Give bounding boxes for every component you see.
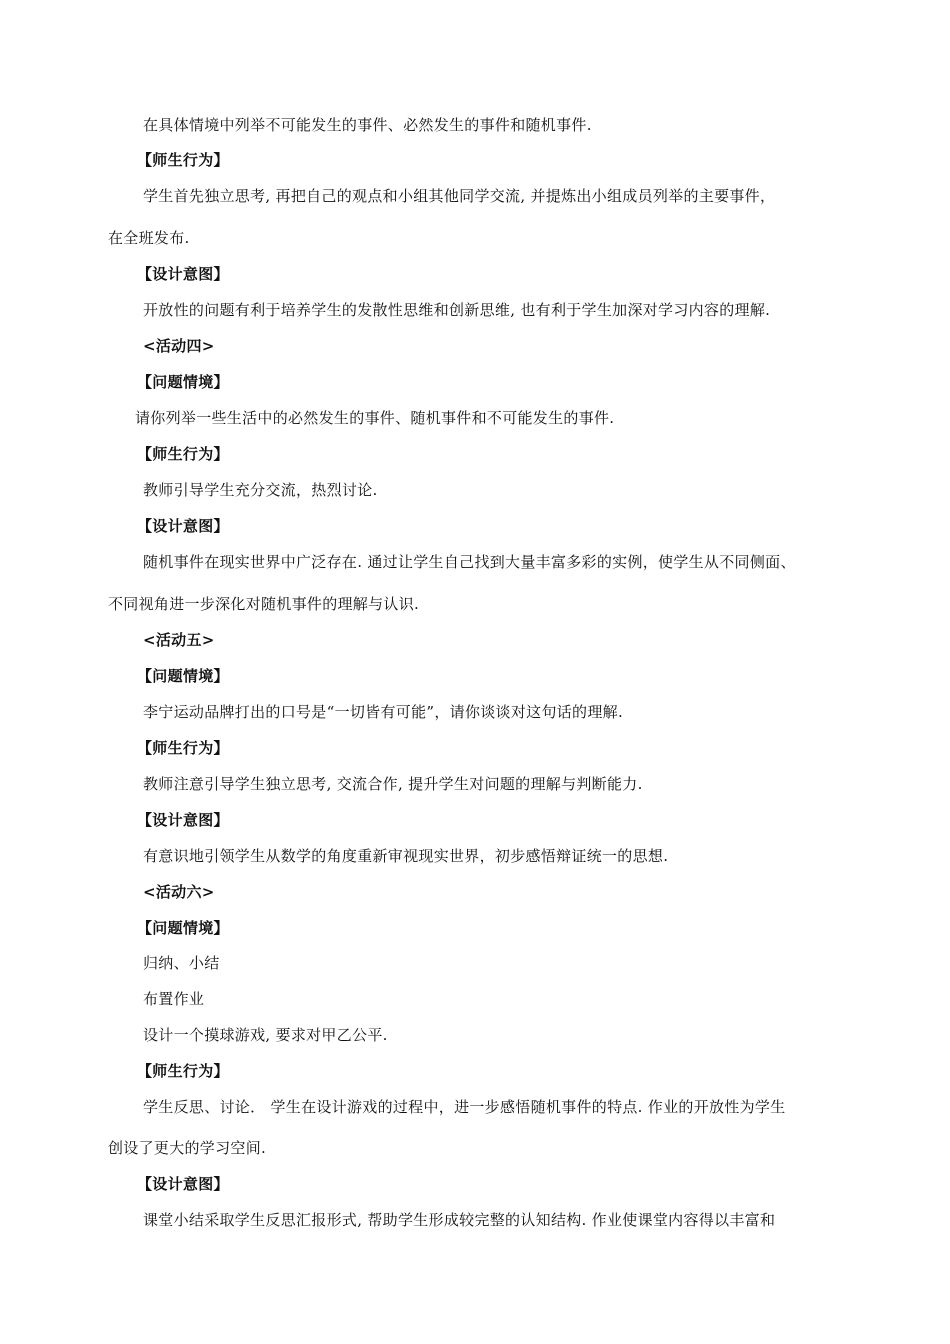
paragraph-text: 随机事件在现实世界中广泛存在. 通过让学生自己找到大量丰富多彩的实例，使学生从不同侧面、: [143, 553, 796, 571]
section-heading: 【师生行为】: [137, 739, 229, 757]
activity-heading: <活动六>: [143, 883, 215, 901]
paragraph-text: 不同视角进一步深化对随机事件的理解与认识.: [108, 595, 420, 613]
section-heading: 【师生行为】: [137, 151, 229, 169]
paragraph-text: 开放性的问题有利于培养学生的发散性思维和创新思维, 也有利于学生加深对学习内容的理解.: [143, 301, 771, 319]
paragraph-text: 教师注意引导学生独立思考, 交流合作, 提升学生对问题的理解与判断能力.: [143, 775, 643, 793]
activity-heading: <活动五>: [143, 631, 215, 649]
section-heading: 【师生行为】: [137, 445, 229, 463]
section-heading: 【问题情境】: [137, 667, 229, 685]
paragraph-text: 归纳、小结: [143, 954, 220, 972]
paragraph-text: 有意识地引领学生从数学的角度重新审视现实世界，初步感悟辩证统一的思想.: [143, 847, 669, 865]
section-heading: 【设计意图】: [137, 265, 229, 283]
section-heading: 【问题情境】: [137, 919, 229, 937]
section-heading: 【设计意图】: [137, 517, 229, 535]
paragraph-text: 李宁运动品牌打出的口号是“一切皆有可能”，请你谈谈对这句话的理解.: [143, 703, 624, 721]
paragraph-text: 创设了更大的学习空间.: [108, 1139, 267, 1157]
paragraph-text: 学生反思、讨论． 学生在设计游戏的过程中，进一步感悟随机事件的特点. 作业的开放性为学生: [143, 1098, 786, 1116]
paragraph-text: 学生首先独立思考, 再把自己的观点和小组其他同学交流, 并提炼出小组成员列举的主要事件，: [143, 187, 776, 205]
paragraph-text: 课堂小结采取学生反思汇报形式, 帮助学生形成较完整的认知结构. 作业使课堂内容得以丰富和: [143, 1211, 776, 1229]
paragraph-text: 在全班发布.: [108, 229, 190, 247]
activity-heading: <活动四>: [143, 337, 215, 355]
paragraph-text: 设计一个摸球游戏, 要求对甲乙公平.: [143, 1026, 388, 1044]
section-heading: 【师生行为】: [137, 1062, 229, 1080]
paragraph-text: 在具体情境中列举不可能发生的事件、必然发生的事件和随机事件.: [143, 116, 592, 134]
paragraph-text: 教师引导学生充分交流，热烈讨论.: [143, 481, 378, 499]
paragraph-text: 请你列举一些生活中的必然发生的事件、随机事件和不可能发生的事件.: [135, 409, 615, 427]
section-heading: 【设计意图】: [137, 811, 229, 829]
section-heading: 【问题情境】: [137, 373, 229, 391]
section-heading: 【设计意图】: [137, 1175, 229, 1193]
paragraph-text: 布置作业: [143, 990, 205, 1008]
